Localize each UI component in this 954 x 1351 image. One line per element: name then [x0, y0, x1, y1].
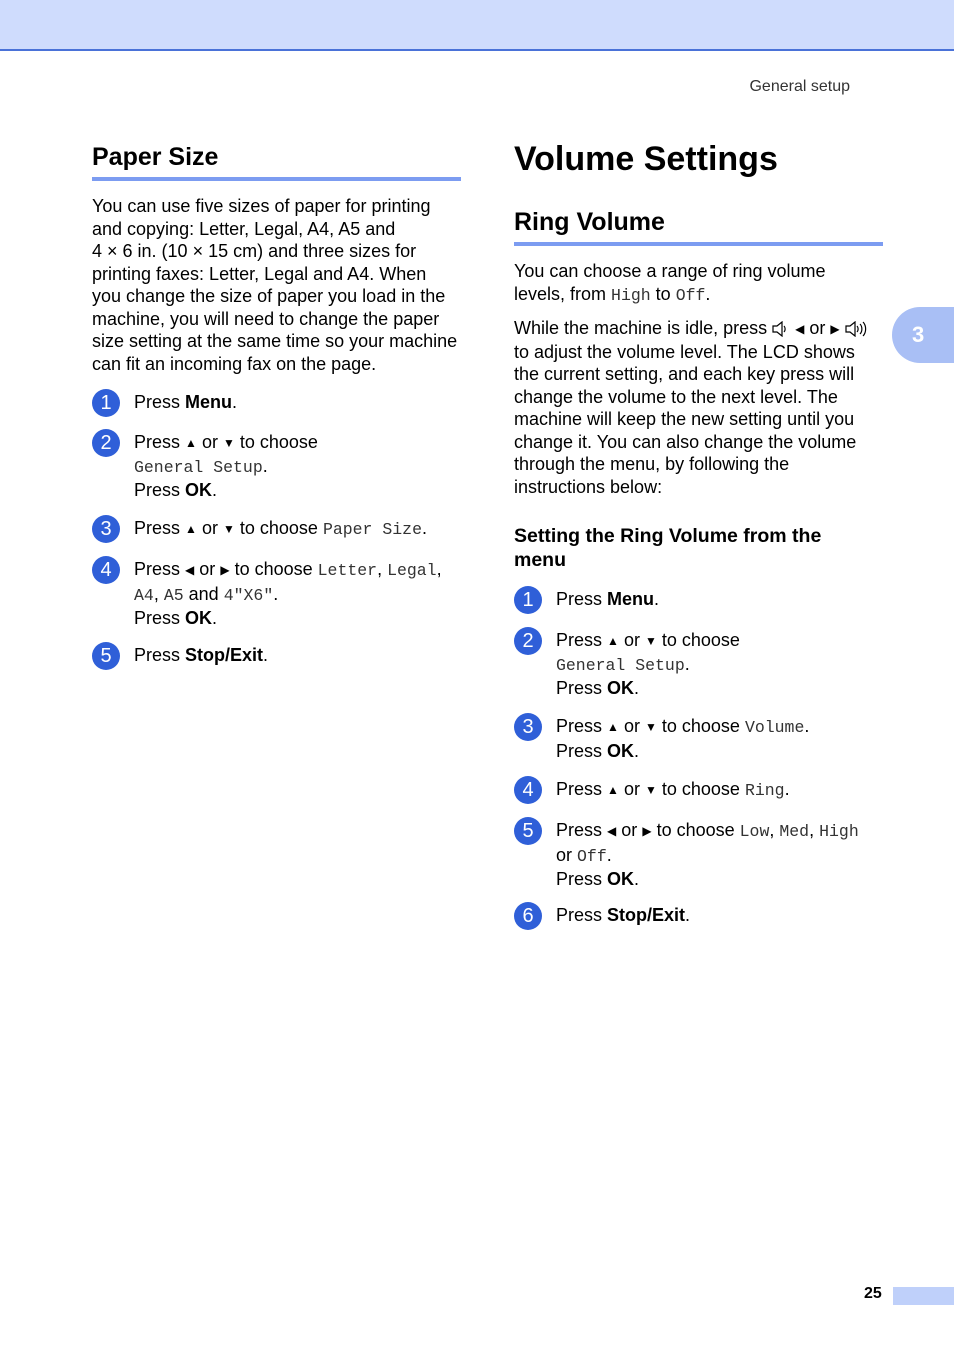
text-line: machine, you will need to change the paper — [92, 308, 440, 329]
page-number: 25 — [864, 1285, 882, 1302]
up-arrow-icon: ▲ — [185, 436, 197, 450]
down-arrow-icon: ▼ — [222, 436, 235, 450]
left-arrow-icon: ◀ — [607, 824, 617, 838]
step-text: Press Menu. — [556, 589, 660, 609]
intro-paragraph — [92, 195, 457, 375]
text-line: the current setting, and each key press will — [514, 364, 855, 384]
chapter-heading: Volume Settings — [514, 140, 778, 178]
step-number: 3 — [92, 515, 120, 543]
up-arrow-icon: ▲ — [185, 522, 197, 536]
volume-up-icon — [845, 321, 869, 337]
step-text: Press ▲ or ▼ to choose Ring. — [556, 779, 790, 800]
title-rule — [514, 242, 883, 246]
text-line: You can choose a range of ring volume — [514, 261, 826, 281]
text-line: change the volume to the next level. The — [514, 386, 838, 407]
text-line: You can use five sizes of paper for printing — [92, 196, 431, 216]
step-text: Press Stop/Exit. — [556, 905, 691, 925]
text-line: 4 × 6 in. (10 × 15 cm) and three sizes for — [92, 241, 417, 261]
step-number: 5 — [514, 817, 542, 845]
down-arrow-icon: ▼ — [644, 720, 657, 734]
subsection-title: Setting the Ring Volume from the menu — [514, 525, 822, 571]
step-number: 1 — [92, 389, 120, 417]
chapter-tab: 3 — [892, 307, 954, 363]
page-number-bar — [893, 1287, 954, 1305]
text-line: change it. You can also change the volume — [514, 431, 857, 452]
text-line: and copying: Letter, Legal, A4, A5 and — [92, 218, 396, 239]
down-arrow-icon: ▼ — [222, 522, 235, 536]
text-line: instructions below: — [514, 476, 663, 497]
up-arrow-icon: ▲ — [607, 720, 619, 734]
step-text: Press ◀ or ▶ to choose Low, Med, High or Off. Press OK. — [556, 820, 859, 889]
ring-intro-paragraph: You can choose a range of ring volume levels, from High to Off. — [514, 261, 826, 305]
step-number: 1 — [514, 586, 542, 614]
step-text: Press ▲ or ▼ to choose General Setup. Press OK. — [556, 630, 740, 698]
step-number: 5 — [92, 642, 120, 670]
running-header: General setup — [749, 78, 850, 95]
down-arrow-icon: ▼ — [644, 634, 657, 648]
step-number: 2 — [514, 627, 542, 655]
section-title: Paper Size — [92, 143, 219, 171]
text-line: size setting at the same time so your machine — [92, 331, 458, 351]
step-text: Press Menu. — [134, 392, 238, 412]
step-number: 4 — [514, 776, 542, 804]
step-text: Press Stop/Exit. — [134, 645, 269, 665]
left-arrow-icon: ◀ — [185, 563, 195, 577]
step-number: 4 — [92, 556, 120, 584]
step-number: 6 — [514, 902, 542, 930]
step-text: Press ▲ or ▼ to choose Volume. Press OK. — [556, 716, 810, 761]
step-number: 2 — [92, 429, 120, 457]
text-line: printing faxes: Letter, Legal and A4. When — [92, 263, 427, 284]
text-line: through the menu, by following the — [514, 454, 790, 474]
section-title: Ring Volume — [514, 208, 665, 236]
top-band — [0, 0, 954, 51]
right-arrow-icon: ▶ — [830, 322, 840, 336]
volume-down-icon — [772, 321, 790, 337]
up-arrow-icon: ▲ — [607, 783, 619, 797]
left-arrow-icon: ◀ — [795, 322, 805, 336]
text-line: machine will keep the new setting until you — [514, 409, 855, 429]
ring-instructions-paragraph: While the machine is idle, press ◀ or ▶ to adjust the volume level. The LCD shows the current setting, and each key press will change the volume to the next level. The machine will keep the new setting until you change it. You can also change the volume through the menu, by following the instructions below: — [514, 317, 869, 498]
title-rule — [92, 177, 461, 181]
text-line: to adjust the volume level. The LCD shows — [514, 341, 855, 362]
text-line: can fit an incoming fax on the page. — [92, 353, 377, 374]
right-arrow-icon: ▶ — [220, 563, 230, 577]
step-text: Press ◀ or ▶ to choose Letter, Legal, A4, A5 and 4"X6". Press OK. — [134, 559, 442, 628]
down-arrow-icon: ▼ — [644, 783, 657, 797]
step-text: Press ▲ or ▼ to choose Paper Size. — [134, 518, 427, 539]
step-text: Press ▲ or ▼ to choose General Setup. Press OK. — [134, 432, 318, 500]
up-arrow-icon: ▲ — [607, 634, 619, 648]
right-arrow-icon: ▶ — [642, 824, 652, 838]
step-number: 3 — [514, 713, 542, 741]
text-line: you change the size of paper you load in the — [92, 286, 446, 306]
